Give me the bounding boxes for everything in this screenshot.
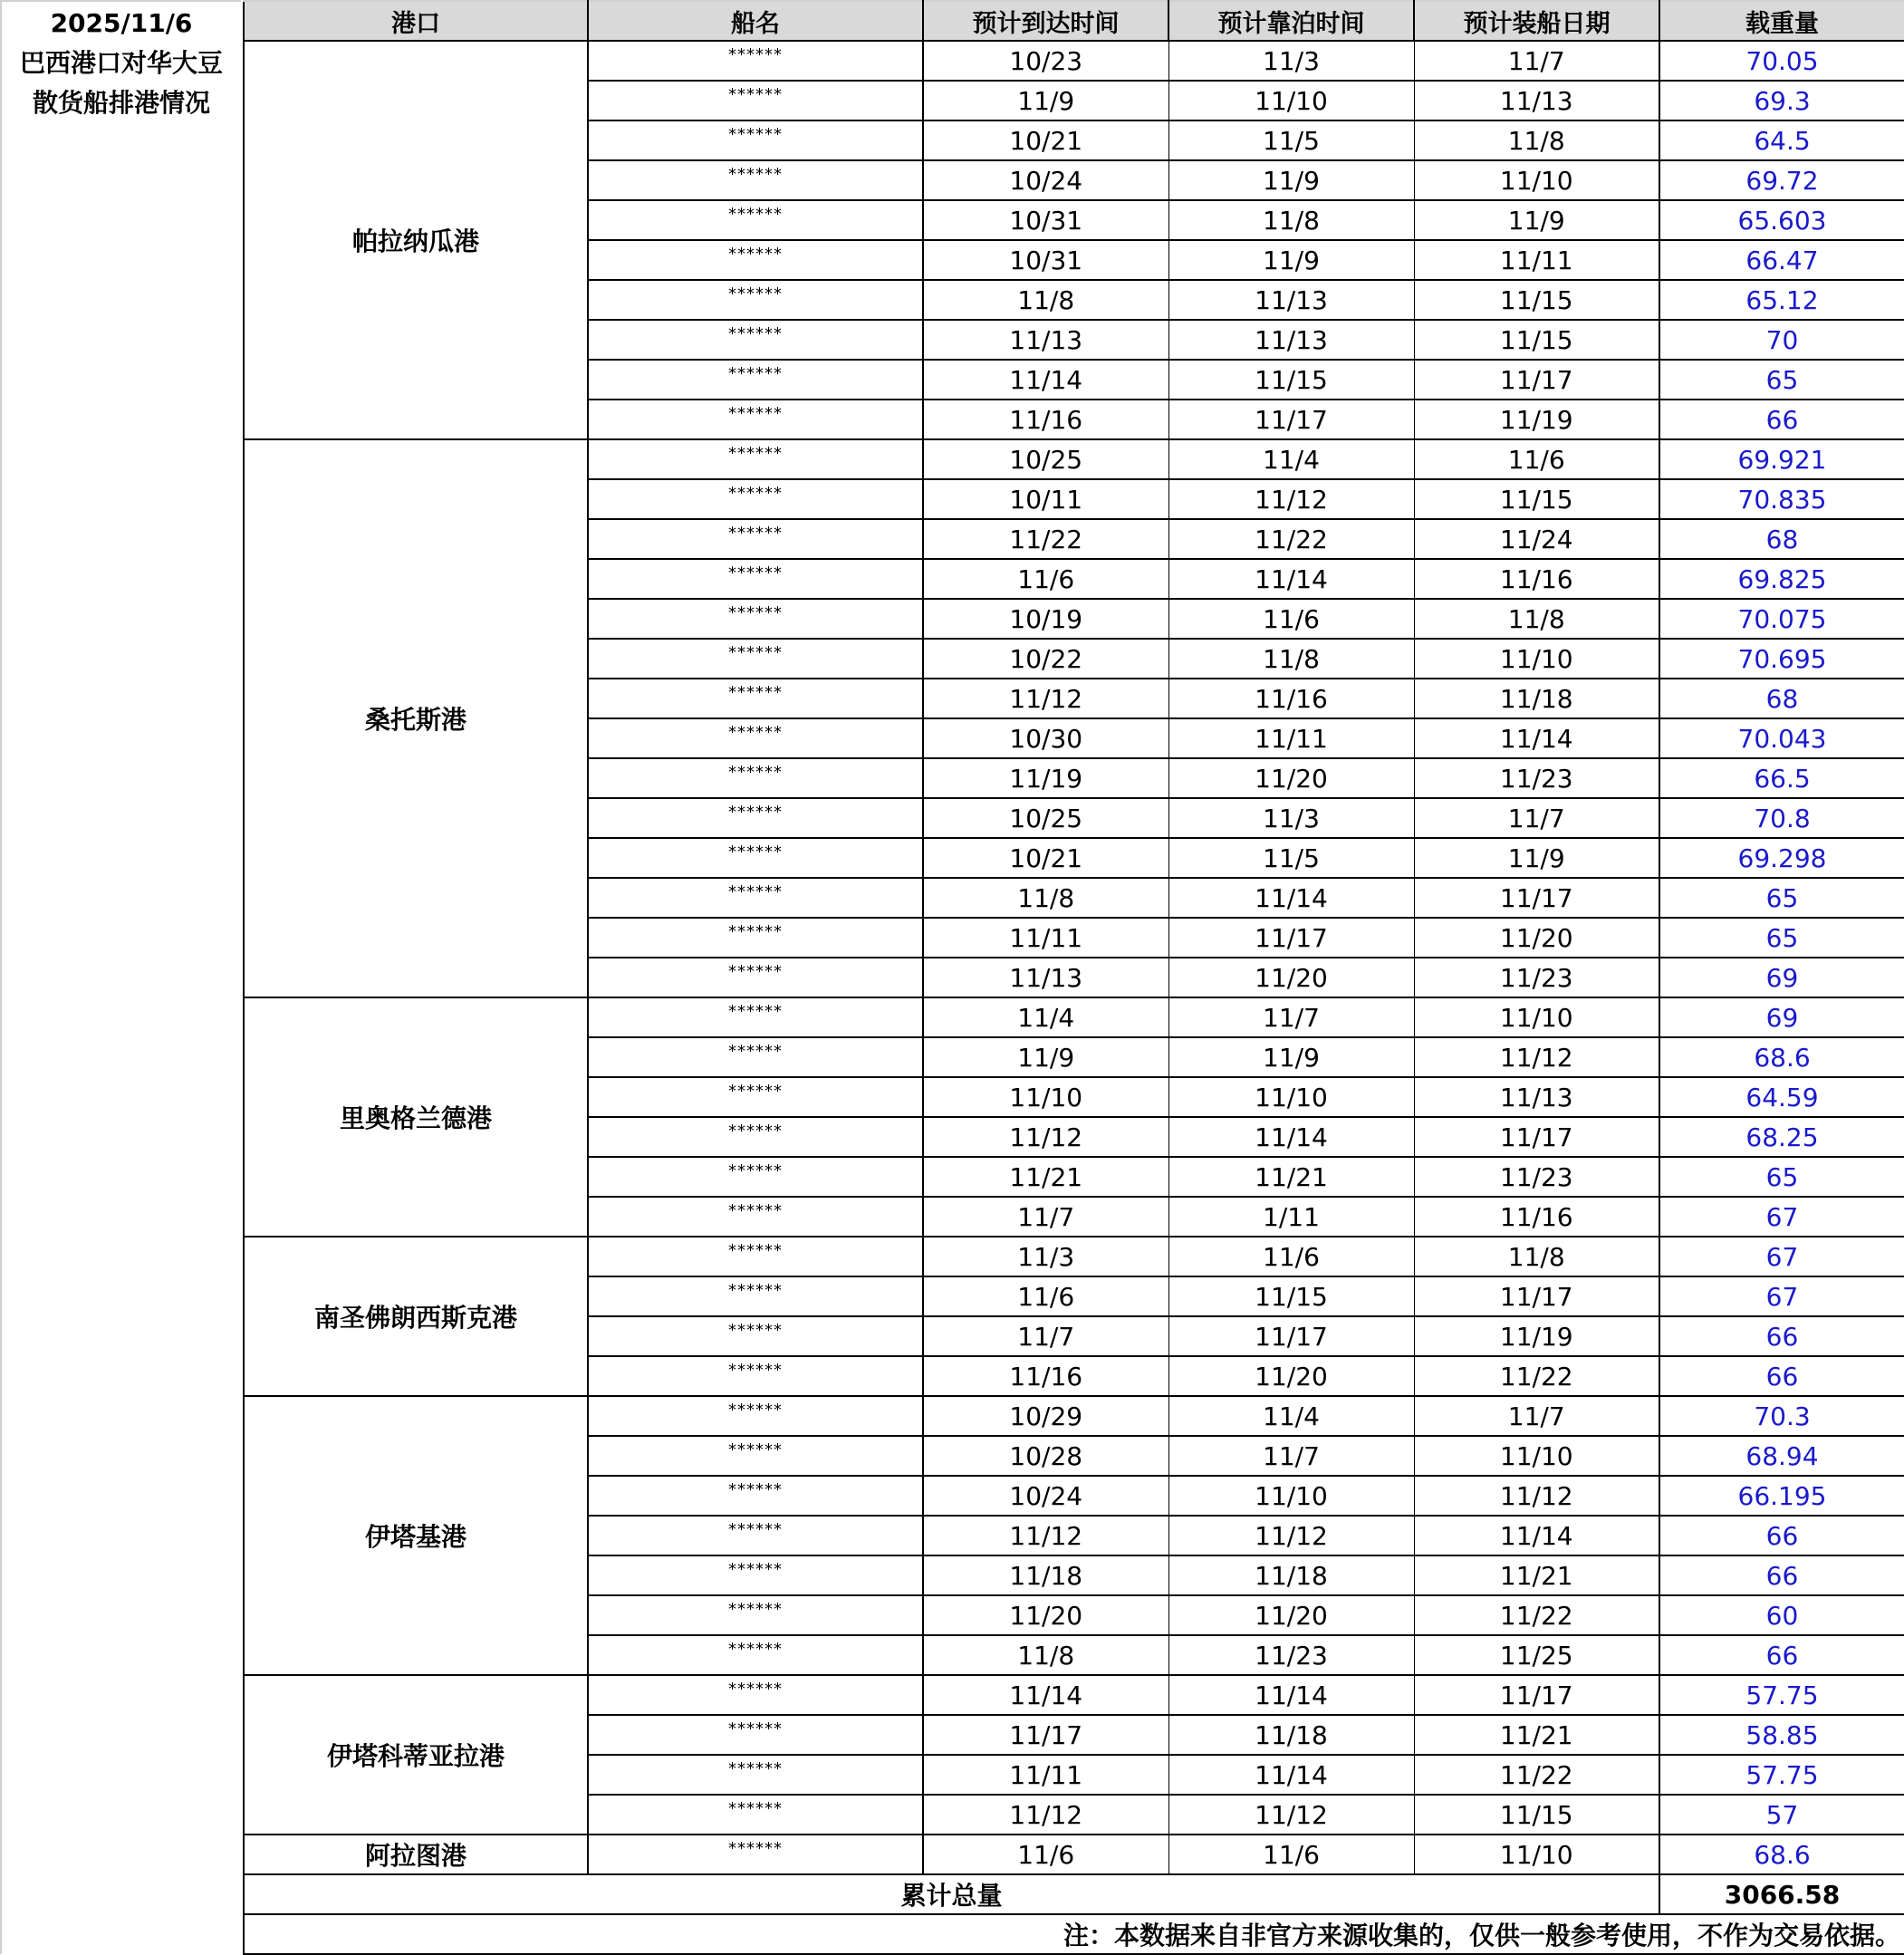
table-row [244,1396,1904,1436]
ship-name-cell: ****** [588,1197,923,1237]
ship-name-cell: ****** [588,1077,923,1117]
deadweight-cell: 66 [1659,1635,1904,1675]
port-name-cell: 里奥格兰德港 [244,997,588,1237]
berthing-time-cell: 11/14 [1168,1675,1414,1715]
ship-name-cell: ****** [588,160,923,200]
eta-cell: 11/9 [923,1037,1168,1077]
note-row [244,1914,1904,1954]
loading-date-cell: 11/17 [1414,1276,1659,1316]
loading-date-cell: 11/12 [1414,1037,1659,1077]
deadweight-cell: 65 [1659,360,1904,400]
deadweight-cell: 69.298 [1659,838,1904,878]
loading-date-cell: 11/13 [1414,81,1659,120]
berthing-time-cell: 11/17 [1168,400,1414,439]
port-name-cell: 桑托斯港 [244,439,588,997]
berthing-time-cell: 11/3 [1168,41,1414,81]
report-title-line2: 散货船排港情况 [32,88,210,118]
ship-name-cell: ****** [588,1715,923,1755]
berthing-time-cell: 11/4 [1168,1396,1414,1436]
berthing-time-cell: 11/9 [1168,240,1414,280]
berthing-time-cell: 11/7 [1168,1436,1414,1476]
ship-name-cell: ****** [588,838,923,878]
eta-cell: 11/4 [923,997,1168,1037]
deadweight-cell: 65 [1659,878,1904,918]
loading-date-cell: 11/24 [1414,519,1659,559]
loading-date-cell: 11/22 [1414,1755,1659,1795]
eta-cell: 11/14 [923,360,1168,400]
deadweight-cell: 65.603 [1659,200,1904,240]
ship-name-cell: ****** [588,1755,923,1795]
berthing-time-cell: 11/13 [1168,280,1414,320]
berthing-time-cell: 11/18 [1168,1555,1414,1595]
deadweight-cell: 64.59 [1659,1077,1904,1117]
loading-date-cell: 11/16 [1414,1197,1659,1237]
berthing-time-cell: 11/20 [1168,958,1414,997]
deadweight-cell: 66.195 [1659,1476,1904,1516]
ship-name-cell: ****** [588,1037,923,1077]
berthing-time-cell: 11/13 [1168,320,1414,360]
loading-date-cell: 11/15 [1414,320,1659,360]
loading-date-cell: 11/10 [1414,639,1659,679]
total-row [244,1874,1904,1914]
table-row [244,439,1904,479]
ship-name-cell: ****** [588,798,923,838]
eta-cell: 10/22 [923,639,1168,679]
berthing-time-cell: 11/15 [1168,360,1414,400]
berthing-time-cell: 11/22 [1168,519,1414,559]
loading-date-cell: 11/25 [1414,1635,1659,1675]
eta-cell: 10/31 [923,240,1168,280]
deadweight-cell: 65.12 [1659,280,1904,320]
table-row [244,1675,1904,1715]
ship-name-cell: ****** [588,41,923,81]
berthing-time-cell: 11/7 [1168,997,1414,1037]
deadweight-cell: 67 [1659,1237,1904,1276]
berthing-time-cell: 11/5 [1168,120,1414,160]
ship-name-cell: ****** [588,280,923,320]
table-row [244,41,1904,81]
eta-cell: 10/23 [923,41,1168,81]
loading-date-cell: 11/22 [1414,1356,1659,1396]
eta-cell: 11/21 [923,1157,1168,1197]
berthing-time-cell: 11/12 [1168,1795,1414,1835]
ship-name-cell: ****** [588,679,923,718]
loading-date-cell: 11/8 [1414,1237,1659,1276]
ship-name-cell: ****** [588,1117,923,1157]
header-eta: 预计到达时间 [923,1,1168,41]
berthing-time-cell: 11/6 [1168,1835,1414,1874]
deadweight-cell: 66 [1659,1516,1904,1555]
deadweight-cell: 68.25 [1659,1117,1904,1157]
eta-cell: 11/7 [923,1316,1168,1356]
berthing-time-cell: 11/12 [1168,479,1414,519]
deadweight-cell: 70.05 [1659,41,1904,81]
table-row [244,1237,1904,1276]
deadweight-cell: 57 [1659,1795,1904,1835]
loading-date-cell: 11/15 [1414,1795,1659,1835]
deadweight-cell: 67 [1659,1276,1904,1316]
port-name-cell: 伊塔基港 [244,1396,588,1675]
loading-date-cell: 11/8 [1414,599,1659,639]
header-deadweight: 载重量 [1659,1,1904,41]
eta-cell: 11/11 [923,918,1168,958]
eta-cell: 11/6 [923,1835,1168,1874]
eta-cell: 11/3 [923,1237,1168,1276]
berthing-time-cell: 11/11 [1168,718,1414,758]
ship-name-cell: ****** [588,1555,923,1595]
loading-date-cell: 11/19 [1414,1316,1659,1356]
report-title-line1: 巴西港口对华大豆 [19,48,223,78]
ship-name-cell: ****** [588,599,923,639]
berthing-time-cell: 11/10 [1168,1476,1414,1516]
ship-name-cell: ****** [588,519,923,559]
ship-name-cell: ****** [588,559,923,599]
loading-date-cell: 11/7 [1414,41,1659,81]
ship-name-cell: ****** [588,479,923,519]
eta-cell: 11/8 [923,280,1168,320]
deadweight-cell: 66 [1659,1316,1904,1356]
loading-date-cell: 11/17 [1414,360,1659,400]
ship-name-cell: ****** [588,918,923,958]
eta-cell: 11/8 [923,878,1168,918]
deadweight-cell: 69 [1659,997,1904,1037]
berthing-time-cell: 11/14 [1168,1755,1414,1795]
ship-name-cell: ****** [588,360,923,400]
loading-date-cell: 11/6 [1414,439,1659,479]
total-label: 累计总量 [244,1874,1659,1914]
deadweight-cell: 66 [1659,1555,1904,1595]
loading-date-cell: 11/15 [1414,479,1659,519]
ship-name-cell: ****** [588,1476,923,1516]
ship-name-cell: ****** [588,120,923,160]
loading-date-cell: 11/9 [1414,200,1659,240]
eta-cell: 11/14 [923,1675,1168,1715]
deadweight-cell: 68 [1659,679,1904,718]
ship-name-cell: ****** [588,400,923,439]
loading-date-cell: 11/14 [1414,718,1659,758]
eta-cell: 11/9 [923,81,1168,120]
berthing-time-cell: 11/8 [1168,200,1414,240]
ship-name-cell: ****** [588,200,923,240]
deadweight-cell: 70.075 [1659,599,1904,639]
eta-cell: 11/12 [923,1795,1168,1835]
deadweight-cell: 68 [1659,519,1904,559]
ship-name-cell: ****** [588,1675,923,1715]
deadweight-cell: 69.3 [1659,81,1904,120]
deadweight-cell: 64.5 [1659,120,1904,160]
deadweight-cell: 68.6 [1659,1835,1904,1874]
eta-cell: 10/24 [923,160,1168,200]
berthing-time-cell: 11/10 [1168,1077,1414,1117]
ship-name-cell: ****** [588,758,923,798]
loading-date-cell: 11/17 [1414,1675,1659,1715]
ship-name-cell: ****** [588,81,923,120]
berthing-time-cell: 11/14 [1168,559,1414,599]
berthing-time-cell: 11/20 [1168,1356,1414,1396]
berthing-time-cell: 11/20 [1168,758,1414,798]
eta-cell: 10/25 [923,798,1168,838]
report-date: 2025/11/6 [50,8,193,38]
loading-date-cell: 11/19 [1414,400,1659,439]
deadweight-cell: 58.85 [1659,1715,1904,1755]
berthing-time-cell: 11/9 [1168,1037,1414,1077]
deadweight-cell: 70.3 [1659,1396,1904,1436]
eta-cell: 11/17 [923,1715,1168,1755]
deadweight-cell: 66 [1659,1356,1904,1396]
berthing-time-cell: 11/8 [1168,639,1414,679]
berthing-time-cell: 11/17 [1168,1316,1414,1356]
eta-cell: 11/12 [923,1516,1168,1555]
deadweight-cell: 67 [1659,1197,1904,1237]
header-berthing: 预计靠泊时间 [1168,1,1414,41]
ship-name-cell: ****** [588,1635,923,1675]
berthing-time-cell: 11/23 [1168,1635,1414,1675]
deadweight-cell: 69.921 [1659,439,1904,479]
berthing-time-cell: 11/10 [1168,81,1414,120]
eta-cell: 11/16 [923,1356,1168,1396]
loading-date-cell: 11/10 [1414,997,1659,1037]
loading-date-cell: 11/18 [1414,679,1659,718]
eta-cell: 10/28 [923,1436,1168,1476]
berthing-time-cell: 11/3 [1168,798,1414,838]
loading-date-cell: 11/23 [1414,1157,1659,1197]
eta-cell: 10/24 [923,1476,1168,1516]
ship-name-cell: ****** [588,1237,923,1276]
berthing-time-cell: 11/12 [1168,1516,1414,1555]
loading-date-cell: 11/9 [1414,838,1659,878]
ship-name-cell: ****** [588,1795,923,1835]
loading-date-cell: 11/11 [1414,240,1659,280]
port-name-cell: 阿拉图港 [244,1835,588,1874]
deadweight-cell: 70.8 [1659,798,1904,838]
eta-cell: 11/19 [923,758,1168,798]
deadweight-cell: 65 [1659,1157,1904,1197]
loading-date-cell: 11/14 [1414,1516,1659,1555]
eta-cell: 11/16 [923,400,1168,439]
total-value: 3066.58 [1659,1874,1904,1914]
deadweight-cell: 69.825 [1659,559,1904,599]
ship-name-cell: ****** [588,439,923,479]
loading-date-cell: 11/23 [1414,758,1659,798]
loading-date-cell: 11/7 [1414,1396,1659,1436]
berthing-time-cell: 11/5 [1168,838,1414,878]
deadweight-cell: 69.72 [1659,160,1904,200]
loading-date-cell: 11/12 [1414,1476,1659,1516]
eta-cell: 11/10 [923,1077,1168,1117]
eta-cell: 11/7 [923,1197,1168,1237]
disclaimer-note: 注：本数据来自非官方来源收集的，仅供一般参考使用，不作为交易依据。 [244,1914,1904,1954]
ship-name-cell: ****** [588,1276,923,1316]
vessel-schedule-table [243,0,1904,1955]
loading-date-cell: 11/7 [1414,798,1659,838]
ship-name-cell: ****** [588,240,923,280]
ship-name-cell: ****** [588,1396,923,1436]
report-title-cell [0,0,241,1954]
loading-date-cell: 11/20 [1414,918,1659,958]
loading-date-cell: 11/21 [1414,1715,1659,1755]
header-loading-date: 预计装船日期 [1414,1,1659,41]
loading-date-cell: 11/15 [1414,280,1659,320]
loading-date-cell: 11/10 [1414,1436,1659,1476]
loading-date-cell: 11/13 [1414,1077,1659,1117]
eta-cell: 11/12 [923,679,1168,718]
deadweight-cell: 66 [1659,400,1904,439]
berthing-time-cell: 11/6 [1168,599,1414,639]
ship-name-cell: ****** [588,958,923,997]
eta-cell: 11/6 [923,1276,1168,1316]
table-row [244,1835,1904,1874]
loading-date-cell: 11/23 [1414,958,1659,997]
eta-cell: 11/11 [923,1755,1168,1795]
eta-cell: 10/21 [923,120,1168,160]
header-row [244,1,1904,41]
deadweight-cell: 70.043 [1659,718,1904,758]
ship-name-cell: ****** [588,1595,923,1635]
loading-date-cell: 11/8 [1414,120,1659,160]
ship-name-cell: ****** [588,718,923,758]
port-name-cell: 南圣佛朗西斯克港 [244,1237,588,1396]
eta-cell: 11/13 [923,320,1168,360]
deadweight-cell: 70.835 [1659,479,1904,519]
ship-name-cell: ****** [588,639,923,679]
ship-name-cell: ****** [588,997,923,1037]
berthing-time-cell: 11/16 [1168,679,1414,718]
deadweight-cell: 70 [1659,320,1904,360]
berthing-time-cell: 11/14 [1168,878,1414,918]
loading-date-cell: 11/17 [1414,1117,1659,1157]
header-port: 港口 [244,1,588,41]
ship-name-cell: ****** [588,1835,923,1874]
eta-cell: 10/25 [923,439,1168,479]
loading-date-cell: 11/16 [1414,559,1659,599]
eta-cell: 11/18 [923,1555,1168,1595]
table-row [244,997,1904,1037]
ship-name-cell: ****** [588,1356,923,1396]
table-body [244,41,1904,1874]
loading-date-cell: 11/22 [1414,1595,1659,1635]
deadweight-cell: 66.5 [1659,758,1904,798]
deadweight-cell: 65 [1659,918,1904,958]
eta-cell: 10/21 [923,838,1168,878]
berthing-time-cell: 11/17 [1168,918,1414,958]
eta-cell: 10/29 [923,1396,1168,1436]
port-name-cell: 伊塔科蒂亚拉港 [244,1675,588,1835]
deadweight-cell: 70.695 [1659,639,1904,679]
ship-name-cell: ****** [588,878,923,918]
eta-cell: 10/30 [923,718,1168,758]
port-name-cell: 帕拉纳瓜港 [244,41,588,439]
loading-date-cell: 11/21 [1414,1555,1659,1595]
loading-date-cell: 11/17 [1414,878,1659,918]
ship-name-cell: ****** [588,1436,923,1476]
berthing-time-cell: 11/6 [1168,1237,1414,1276]
header-ship-name: 船名 [588,1,923,41]
ship-name-cell: ****** [588,1157,923,1197]
ship-name-cell: ****** [588,1316,923,1356]
berthing-time-cell: 11/18 [1168,1715,1414,1755]
eta-cell: 11/13 [923,958,1168,997]
berthing-time-cell: 11/21 [1168,1157,1414,1197]
berthing-time-cell: 11/9 [1168,160,1414,200]
eta-cell: 11/6 [923,559,1168,599]
ship-name-cell: ****** [588,1516,923,1555]
deadweight-cell: 66.47 [1659,240,1904,280]
eta-cell: 10/31 [923,200,1168,240]
deadweight-cell: 69 [1659,958,1904,997]
deadweight-cell: 57.75 [1659,1755,1904,1795]
eta-cell: 10/19 [923,599,1168,639]
deadweight-cell: 60 [1659,1595,1904,1635]
berthing-time-cell: 1/11 [1168,1197,1414,1237]
deadweight-cell: 57.75 [1659,1675,1904,1715]
deadweight-cell: 68.94 [1659,1436,1904,1476]
loading-date-cell: 11/10 [1414,1835,1659,1874]
eta-cell: 11/20 [923,1595,1168,1635]
ship-name-cell: ****** [588,320,923,360]
eta-cell: 11/8 [923,1635,1168,1675]
deadweight-cell: 68.6 [1659,1037,1904,1077]
eta-cell: 11/22 [923,519,1168,559]
loading-date-cell: 11/10 [1414,160,1659,200]
eta-cell: 11/12 [923,1117,1168,1157]
berthing-time-cell: 11/20 [1168,1595,1414,1635]
berthing-time-cell: 11/14 [1168,1117,1414,1157]
berthing-time-cell: 11/4 [1168,439,1414,479]
berthing-time-cell: 11/15 [1168,1276,1414,1316]
eta-cell: 10/11 [923,479,1168,519]
